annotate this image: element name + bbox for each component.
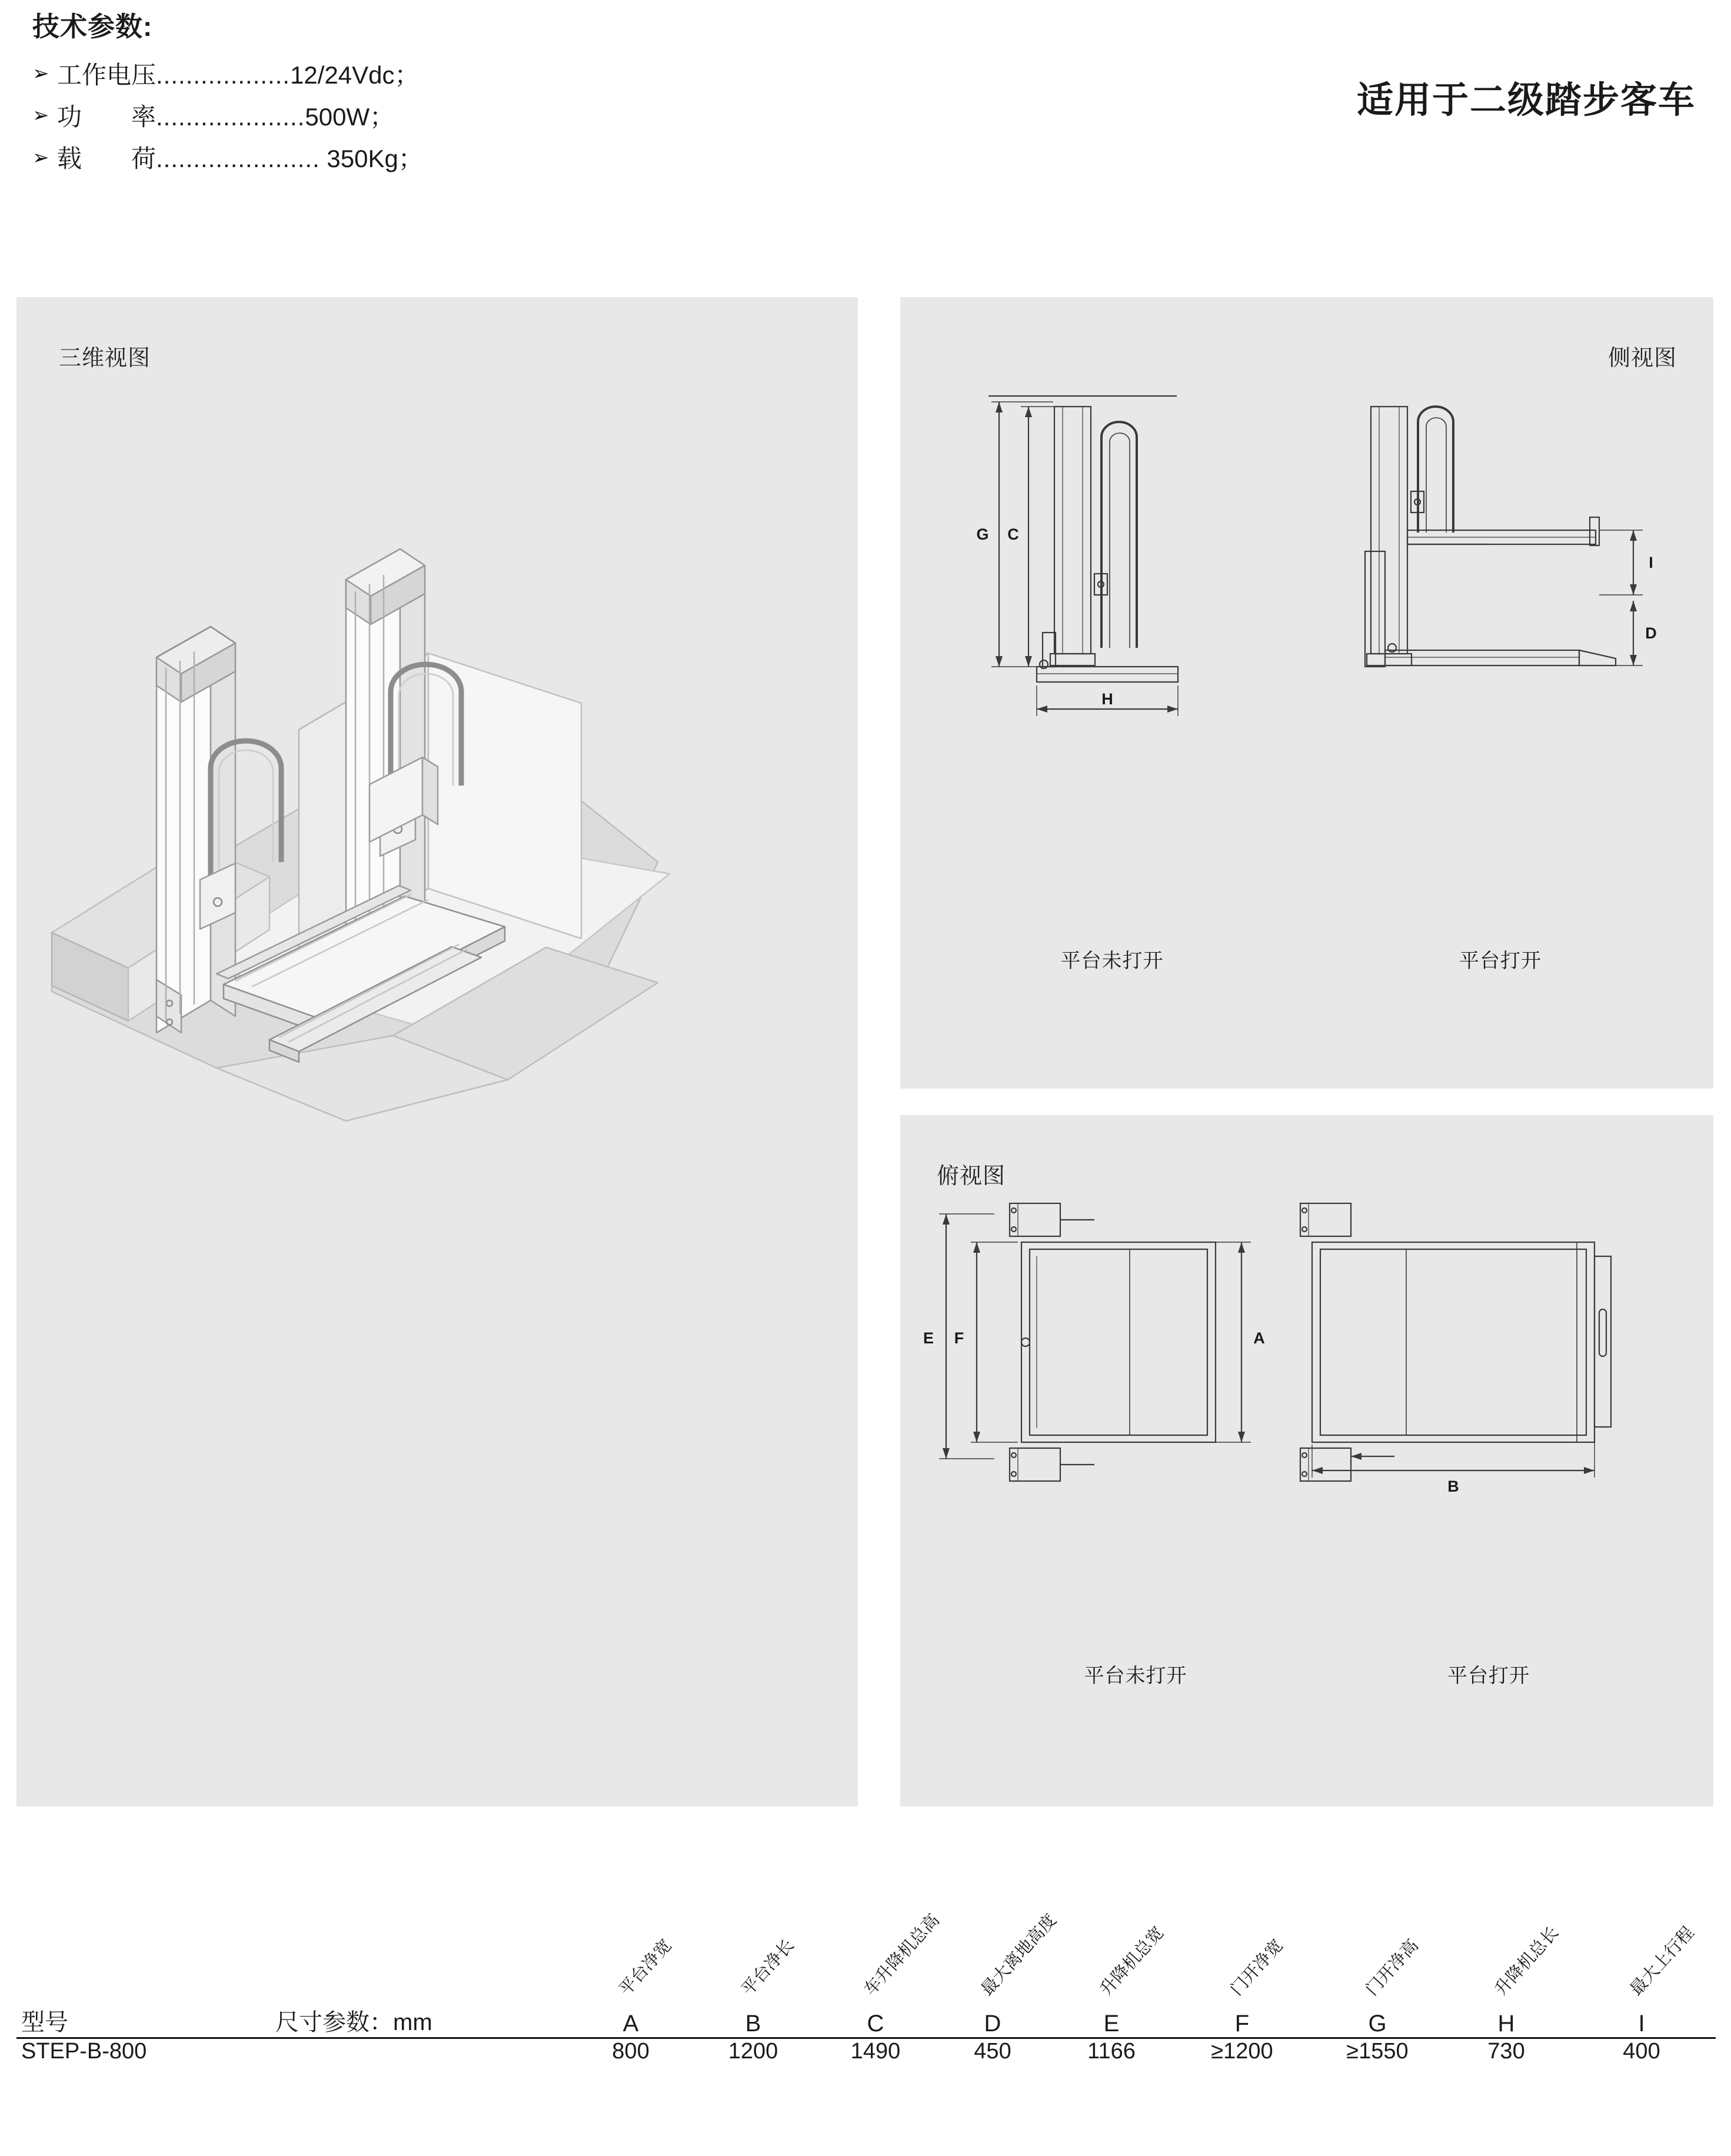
panel-title-three-d: 三维视图 <box>59 346 151 371</box>
top-label-F: F <box>954 1329 964 1347</box>
table-cell-D: 450 <box>974 2039 1011 2064</box>
spec-label-power: 功 率 <box>57 103 157 131</box>
table-header-dimension: 尺寸参数：mm <box>264 2004 570 2038</box>
spec-row-voltage <box>32 56 974 94</box>
table-cell-H: 730 <box>1487 2039 1525 2064</box>
rot-head-H: 升降机总长 <box>1491 1923 1563 1999</box>
three-d-lift-illustration <box>16 297 858 1806</box>
side-label-I: I <box>1649 554 1653 571</box>
table-letter-header-row <box>16 2004 1716 2038</box>
rot-head-B: 平台净长 <box>738 1936 798 1999</box>
technical-parameters-block <box>32 11 974 181</box>
panel-title-top: 俯视图 <box>937 1164 1006 1189</box>
rot-head-A: 平台净宽 <box>615 1936 676 1999</box>
dimensions-table-wrap <box>16 1856 1715 2064</box>
spec-dots-load: ...................... <box>156 145 320 173</box>
table-cell-C: 1490 <box>850 2039 901 2064</box>
side-label-C: C <box>1007 525 1019 543</box>
table-cell-model: STEP-B-800 <box>21 2039 147 2064</box>
table-letter-I: I <box>1567 2004 1716 2038</box>
table-letter-B: B <box>692 2004 814 2038</box>
arrow-bullet-icon: ➢ <box>32 62 49 85</box>
table-letter-A: A <box>570 2004 692 2038</box>
table-cell-G: ≥1550 <box>1346 2039 1409 2064</box>
headline-application: 适用于二级踏步客车 <box>1356 80 1696 121</box>
table-rotated-header-row <box>16 1856 1716 2004</box>
spec-row-load <box>32 139 974 178</box>
table-letter-F: F <box>1174 2004 1310 2038</box>
table-cell-F: ≥1200 <box>1211 2039 1273 2064</box>
spec-value-voltage: 12/24Vdc； <box>290 61 420 89</box>
top-view-drawing <box>900 1115 1713 1806</box>
rot-head-E: 升降机总宽 <box>1096 1923 1168 1999</box>
panel-side-view <box>900 297 1713 1089</box>
spec-label-voltage: 工作电压 <box>57 61 157 89</box>
rot-head-spacer-model <box>16 1856 264 2004</box>
top-caption-closed: 平台未打开 <box>1084 1665 1187 1687</box>
table-letter-H: H <box>1445 2004 1567 2038</box>
table-cell-I: 400 <box>1623 2039 1660 2064</box>
table-letter-D: D <box>937 2004 1048 2038</box>
rot-head-spacer-dim <box>264 1856 570 2004</box>
spec-row-power <box>32 98 974 136</box>
technical-parameters-title: 技术参数: <box>32 11 153 42</box>
top-caption-open: 平台打开 <box>1447 1665 1530 1687</box>
top-label-A: A <box>1253 1329 1265 1347</box>
table-letter-C: C <box>814 2004 937 2038</box>
arrow-bullet-icon: ➢ <box>32 104 49 127</box>
rot-head-F: 门开净宽 <box>1227 1936 1287 1999</box>
panel-three-d-view <box>16 297 858 1806</box>
arrow-bullet-icon: ➢ <box>32 146 49 169</box>
spec-value-power: 500W； <box>305 103 395 131</box>
spec-dots-power: .................... <box>156 103 305 131</box>
table-letter-E: E <box>1048 2004 1174 2038</box>
table-header-model: 型号 <box>16 2004 264 2038</box>
side-caption-closed: 平台未打开 <box>1060 950 1164 972</box>
top-label-E: E <box>923 1329 934 1347</box>
panel-title-side: 侧视图 <box>1607 346 1677 371</box>
table-cell-E: 1166 <box>1087 2039 1136 2064</box>
table-cell-dim-spacer <box>264 2038 570 2065</box>
table-cell-A: 800 <box>612 2039 650 2064</box>
spec-label-load: 载 荷 <box>57 145 157 173</box>
table-cell-B: 1200 <box>728 2039 778 2064</box>
top-label-B: B <box>1447 1478 1459 1495</box>
spec-value-load: 350Kg； <box>319 145 423 173</box>
table-letter-G: G <box>1310 2004 1445 2038</box>
rot-head-I: 最大上行程 <box>1626 1923 1698 1999</box>
spec-dots-voltage: .................. <box>156 61 291 89</box>
rot-head-G: 门开净高 <box>1362 1936 1423 1999</box>
table-row <box>16 2038 1716 2065</box>
side-caption-open: 平台打开 <box>1459 950 1542 972</box>
rot-head-C: 车升降机总高 <box>860 1910 943 1999</box>
side-label-H: H <box>1101 690 1113 708</box>
dimensions-table <box>16 1856 1716 2064</box>
side-label-D: D <box>1645 624 1657 642</box>
rot-head-D: 最大离地高度 <box>977 1910 1060 1999</box>
side-label-G: G <box>976 525 989 543</box>
side-view-drawing <box>900 297 1713 1089</box>
panel-top-view <box>900 1115 1713 1806</box>
